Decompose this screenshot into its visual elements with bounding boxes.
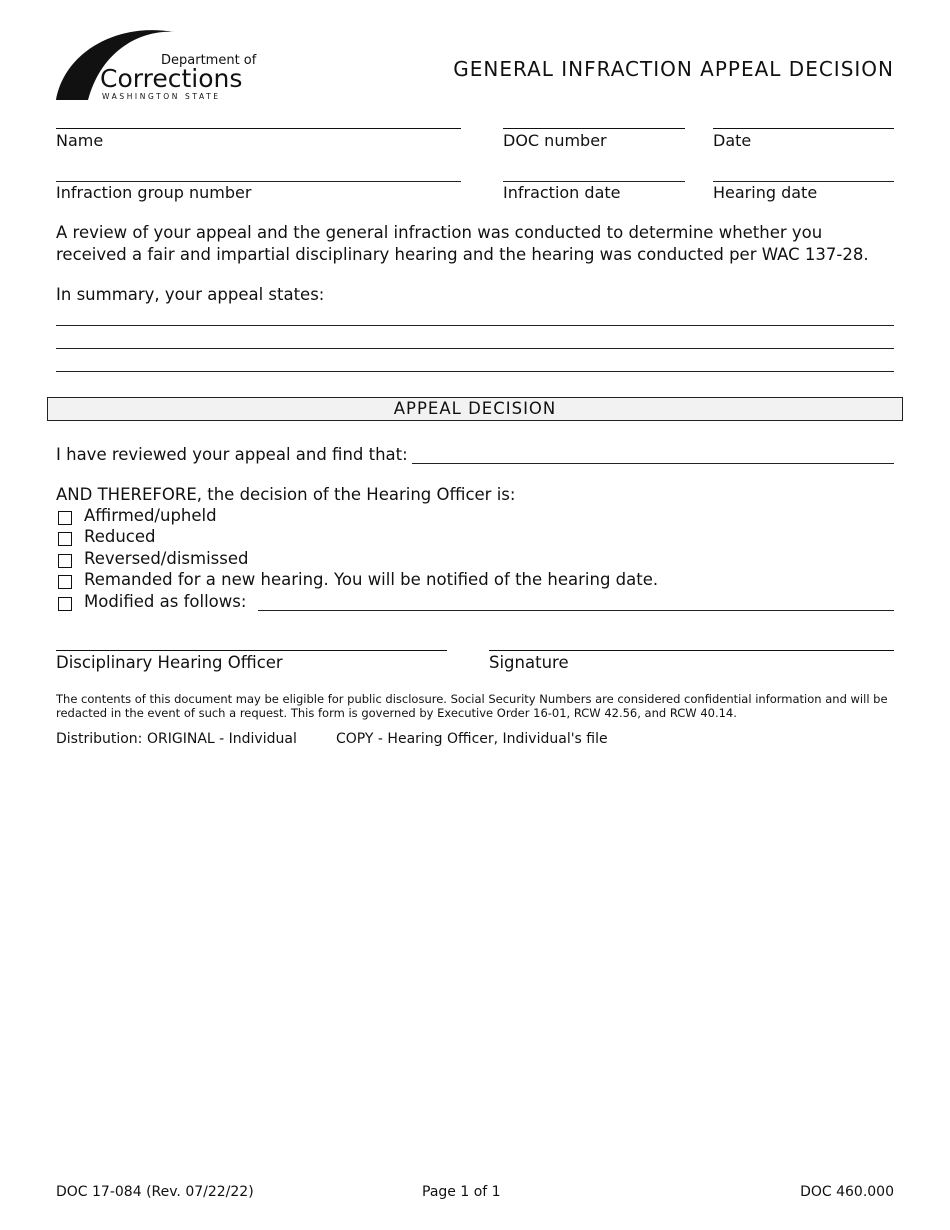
- distribution-original: ORIGINAL - Individual: [147, 731, 297, 747]
- infraction-date-label: Infraction date: [503, 183, 621, 202]
- finding-label: I have reviewed your appeal and find that:: [56, 445, 408, 464]
- affirmed-option-label: Affirmed/upheld: [84, 506, 217, 525]
- form-number: DOC 17-084 (Rev. 07/22/22): [56, 1184, 254, 1200]
- hearing-officer-label: Disciplinary Hearing Officer: [56, 653, 283, 672]
- modified-checkbox[interactable]: [58, 597, 72, 611]
- date-label: Date: [713, 131, 752, 150]
- finding-field[interactable]: [412, 463, 894, 464]
- distribution-copy: COPY - Hearing Officer, Individual's file: [336, 731, 608, 747]
- summary-line-2[interactable]: [56, 348, 894, 349]
- form-title: GENERAL INFRACTION APPEAL DECISION: [453, 57, 894, 81]
- intro-paragraph: A review of your appeal and the general infraction was conducted to determine whether you received a fair and impartial disciplinary hearing and the hearing was conducted per WAC 137-28.: [56, 223, 869, 264]
- therefore-label: AND THEREFORE, the decision of the Hearing Officer is:: [56, 485, 516, 504]
- doc-number-field[interactable]: [503, 128, 685, 129]
- appeal-decision-header: [47, 397, 903, 421]
- policy-number: DOC 460.000: [800, 1184, 894, 1200]
- name-label: Name: [56, 131, 104, 150]
- reduced-option-label: Reduced: [84, 527, 156, 546]
- summary-line-1[interactable]: [56, 325, 894, 326]
- summary-label: In summary, your appeal states:: [56, 285, 325, 304]
- reduced-checkbox[interactable]: [58, 532, 72, 546]
- hearing-date-label: Hearing date: [713, 183, 818, 202]
- remanded-checkbox[interactable]: [58, 575, 72, 589]
- page-number: Page 1 of 1: [422, 1184, 501, 1200]
- signature-label: Signature: [489, 653, 569, 672]
- hearing-date-field[interactable]: [713, 181, 894, 182]
- affirmed-checkbox[interactable]: [58, 511, 72, 525]
- agency-logo: [54, 24, 257, 104]
- modified-field[interactable]: [258, 610, 894, 611]
- appeal-decision-title: APPEAL DECISION: [393, 399, 557, 418]
- doc-number-label: DOC number: [503, 131, 607, 150]
- reversed-checkbox[interactable]: [58, 554, 72, 568]
- infraction-date-field[interactable]: [503, 181, 685, 182]
- date-field[interactable]: [713, 128, 894, 129]
- infraction-group-number-field[interactable]: [56, 181, 461, 182]
- infraction-group-number-label: Infraction group number: [56, 183, 252, 202]
- signature-field[interactable]: [489, 650, 894, 651]
- disclosure-notice: The contents of this document may be eligible for public disclosure. Social Security Numbers are considered confidential information and will be redacted in the event of such a request. This form is governed by Executive Order 16-01, RCW 42.56, and RCW 40.14.: [56, 692, 888, 720]
- distribution-label: Distribution:: [56, 731, 143, 747]
- logo-department: Department of: [161, 53, 257, 68]
- name-field[interactable]: [56, 128, 461, 129]
- reversed-option-label: Reversed/dismissed: [84, 549, 249, 568]
- logo-corrections: Corrections: [100, 64, 243, 93]
- logo-state: WASHINGTON STATE: [102, 92, 221, 101]
- modified-option-label: Modified as follows:: [84, 592, 247, 611]
- remanded-option-label: Remanded for a new hearing. You will be notified of the hearing date.: [84, 570, 659, 589]
- hearing-officer-field[interactable]: [56, 650, 447, 651]
- summary-line-3[interactable]: [56, 371, 894, 372]
